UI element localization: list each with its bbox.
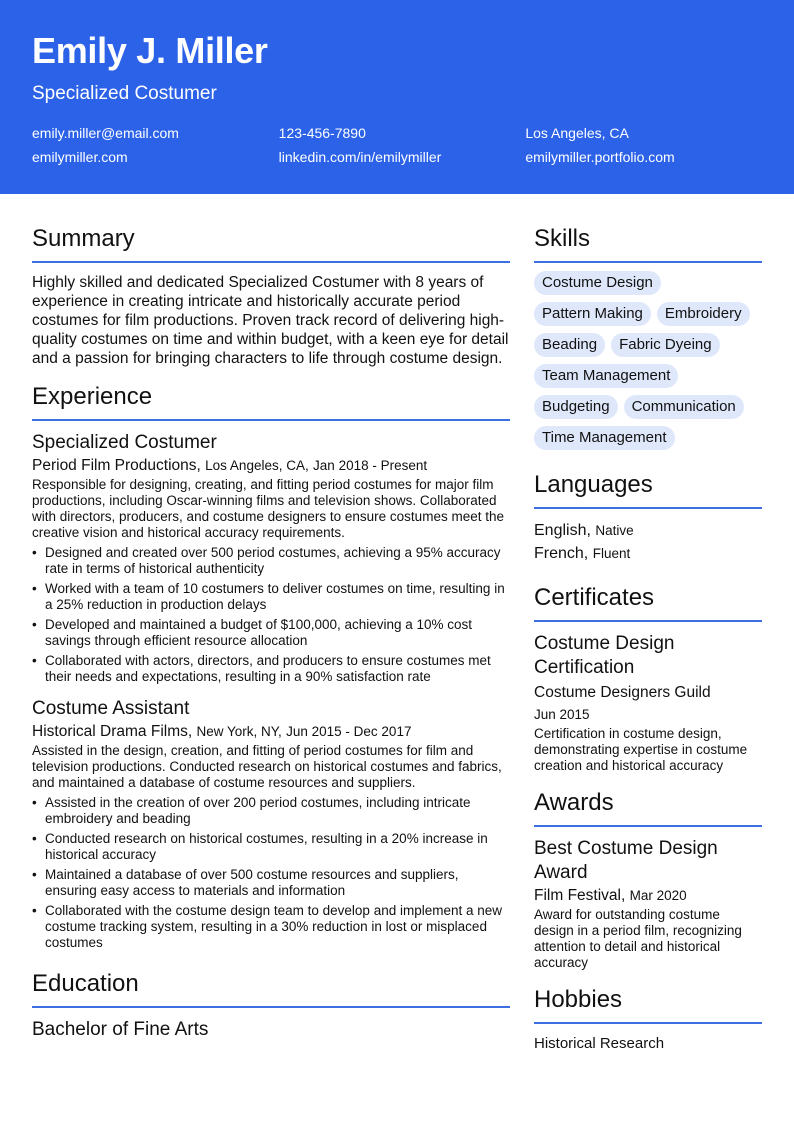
section-divider (534, 261, 762, 263)
section-heading: Certificates (534, 584, 655, 611)
summary-text: Highly skilled and dedicated Specialized Costumer with 8 years of experience in creating intricate and historically accurate period costumes for film productions. Proven track record of delivering high-quality costumes on time and within budget, with a keen eye for detail and a passion for bringing characters to life through costume design. (32, 274, 509, 367)
section-divider (534, 825, 762, 827)
portfolio-link[interactable]: emilymiller.portfolio.com (525, 149, 675, 165)
skills-list (534, 271, 762, 450)
language-name: French, (534, 545, 589, 562)
skill-tag: Fabric Dyeing (611, 333, 720, 357)
certificate-issuer: Costume Designers Guild (534, 684, 711, 701)
job-location: Los Angeles, CA, (205, 458, 309, 473)
job-location: New York, NY, (196, 724, 282, 739)
skill-tag: Costume Design (534, 271, 661, 295)
job-dates: Jun 2015 - Dec 2017 (286, 724, 412, 739)
resume-header (0, 0, 794, 194)
language-name: English, (534, 522, 591, 539)
job-description: Assisted in the design, creation, and fitting of period costumes for film and television productions. Conducted research on historical costumes and fabrics, and maintained a database of costume resources and suppliers. (32, 743, 502, 790)
list-item: • Worked with a team of 10 costumers to deliver costumes on time, resulting in a 25% reduction in production delays (32, 581, 510, 613)
section-heading: Skills (534, 225, 591, 252)
candidate-title: Specialized Costumer (32, 83, 217, 104)
section-divider (534, 1022, 762, 1024)
language-item (534, 519, 762, 542)
job-title: Costume Assistant (32, 698, 190, 719)
certificates-section (534, 583, 762, 774)
job-meta (32, 721, 510, 743)
skill-tag: Embroidery (657, 302, 750, 326)
linkedin-link[interactable]: linkedin.com/in/emilymiller (278, 149, 442, 165)
list-item: • Assisted in the creation of over 200 period costumes, including intricate embroidery and beading (32, 795, 510, 827)
list-item: • Maintained a database of over 500 costume resources and suppliers, ensuring easy access to materials and information (32, 867, 510, 899)
language-level: Native (595, 523, 634, 538)
experience-section (32, 382, 510, 951)
section-heading: Experience (32, 383, 153, 410)
job-title: Specialized Costumer (32, 432, 217, 453)
hobby-item: Historical Research (534, 1035, 665, 1052)
job-entry (32, 431, 510, 685)
sidebar-column (534, 224, 762, 1054)
contact-info (32, 121, 772, 169)
list-item: • Designed and created over 500 period costumes, achieving a 95% accuracy rate in terms of historical authenticity (32, 545, 510, 577)
job-company: Historical Drama Films, (32, 723, 193, 740)
list-item: • Collaborated with actors, directors, and producers to ensure costumes met their needs and expectations, resulting in a 90% satisfaction rate (32, 653, 510, 685)
section-heading: Languages (534, 471, 653, 498)
job-meta (32, 455, 510, 477)
certificate-title: Costume Design Certification (534, 633, 675, 678)
job-description: Responsible for designing, creating, and fitting period costumes for major film productions, including Oscar-winning films and television shows. Collaborated with directors, producers, and costume designers to ensure costumes meet the creative vision and historical accuracy requirements. (32, 477, 504, 540)
summary-section (32, 224, 510, 368)
section-divider (32, 419, 510, 421)
job-achievements (32, 795, 510, 951)
language-level: Fluent (592, 546, 631, 561)
awards-section (534, 788, 762, 971)
location: Los Angeles, CA (525, 125, 629, 141)
section-divider (32, 261, 510, 263)
section-heading: Education (32, 970, 139, 997)
education-section (32, 969, 510, 1042)
language-item (534, 542, 762, 565)
languages-section (534, 470, 762, 565)
section-divider (32, 1006, 510, 1008)
skill-tag: Communication (624, 395, 744, 419)
job-company: Period Film Productions, (32, 457, 201, 474)
email-link[interactable]: emily.miller@email.com (32, 125, 179, 141)
website-link[interactable]: emilymiller.com (32, 149, 128, 165)
list-item: • Collaborated with the costume design team to develop and implement a new costume tracking system, resulting in a 30% reduction in lost or misplaced costumes (32, 903, 510, 951)
skill-tag: Pattern Making (534, 302, 651, 326)
certificate-description: Certification in costume design, demonstrating expertise in costume creation and historical accuracy (534, 726, 748, 773)
skills-section (534, 224, 762, 450)
award-title: Best Costume Design Award (534, 838, 718, 883)
skill-tag: Time Management (534, 426, 675, 450)
job-achievements (32, 545, 510, 685)
hobbies-section (534, 985, 762, 1054)
award-date: Mar 2020 (629, 888, 687, 903)
section-heading: Hobbies (534, 986, 623, 1013)
list-item: • Developed and maintained a budget of $100,000, achieving a 10% cost savings through efficient resource allocation (32, 617, 510, 649)
section-divider (534, 620, 762, 622)
job-dates: Jan 2018 - Present (313, 458, 428, 473)
candidate-name: Emily J. Miller (32, 30, 268, 71)
skill-tag: Team Management (534, 364, 678, 388)
section-divider (534, 507, 762, 509)
section-heading: Summary (32, 225, 135, 252)
award-issuer: Film Festival, (534, 887, 626, 904)
section-heading: Awards (534, 789, 614, 816)
list-item: • Conducted research on historical costumes, resulting in a 20% increase in historical accuracy (32, 831, 510, 863)
job-entry (32, 697, 510, 951)
award-meta (534, 885, 762, 907)
certificate-date: Jun 2015 (534, 707, 590, 722)
skill-tag: Beading (534, 333, 605, 357)
award-description: Award for outstanding costume design in a period film, recognizing attention to detail and historical accuracy (534, 907, 742, 970)
phone-number: 123-456-7890 (278, 125, 366, 141)
skill-tag: Budgeting (534, 395, 618, 419)
education-degree: Bachelor of Fine Arts (32, 1019, 209, 1040)
main-column (32, 224, 510, 1042)
